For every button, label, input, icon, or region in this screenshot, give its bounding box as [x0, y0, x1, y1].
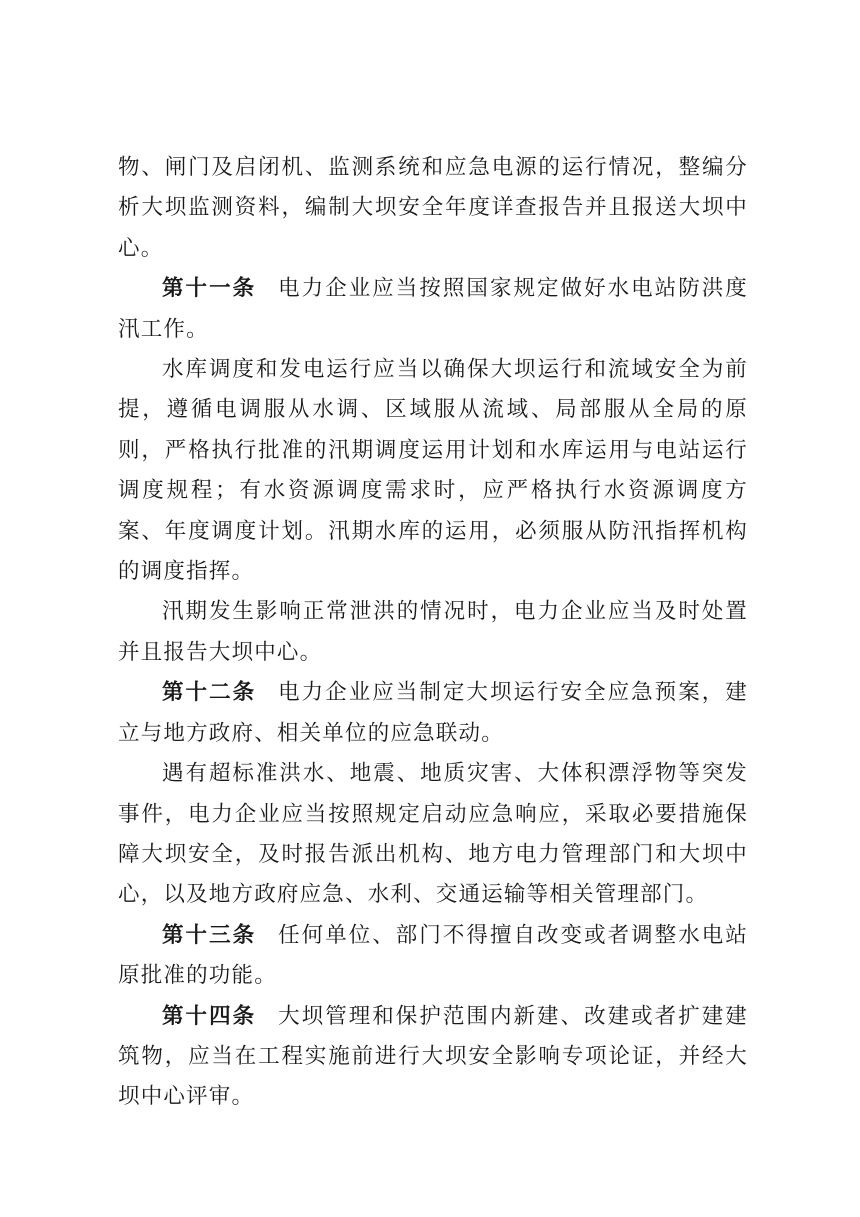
paragraph-text: 大坝管理和保护范围内新建、改建或者扩建建筑物，应当在工程实施前进行大坝安全影响专项论证，并经大坝中心评审。 [118, 1003, 748, 1110]
article-number: 第十一条 [162, 276, 257, 302]
paragraph-text: 物、闸门及启闭机、监测系统和应急电源的运行情况，整编分析大坝监测资料，编制大坝安全年度详查报告并且报送大坝中心。 [118, 155, 748, 261]
article-number: 第十二条 [162, 680, 257, 706]
article-number: 第十三条 [162, 922, 257, 948]
paragraph-text: 遇有超标准洪水、地震、地质灾害、大体积漂浮物等突发事件，电力企业应当按照规定启动应急响应，采取必要措施保障大坝安全，及时报告派出机构、地方电力管理部门和大坝中心，以及地方政府应急、水利、交通运输等相关管理部门。 [118, 761, 748, 908]
paragraph-text: 电力企业应当按照国家规定做好水电站防洪度汛工作。 [118, 276, 748, 342]
article-13-paragraph [118, 916, 748, 997]
paragraph-continuation [118, 148, 748, 269]
paragraph-text: 任何单位、部门不得擅自改变或者调整水电站原批准的功能。 [118, 922, 748, 989]
paragraph-text: 电力企业应当制定大坝运行安全应急预案，建立与地方政府、相关单位的应急联动。 [118, 680, 748, 746]
paragraph-text: 汛期发生影响正常泄洪的情况时，电力企业应当及时处置并且报告大坝中心。 [118, 599, 748, 665]
article-11-paragraph [118, 269, 748, 350]
article-12-paragraph [118, 673, 748, 754]
article-14-paragraph [118, 997, 748, 1118]
reservoir-dispatch-paragraph [118, 350, 748, 592]
flood-discharge-paragraph [118, 592, 748, 673]
emergency-response-paragraph [118, 754, 748, 916]
paragraph-text: 水库调度和发电运行应当以确保大坝运行和流域安全为前提，遵循电调服从水调、区域服从流域、局部服从全局的原则，严格执行批准的汛期调度运用计划和水库运用与电站运行调度规程；有水资源调度需求时，应严格执行水资源调度方案、年度调度计划。汛期水库的运用，必须服从防汛指挥机构的调度指挥。 [118, 357, 748, 585]
article-number: 第十四条 [162, 1003, 257, 1029]
